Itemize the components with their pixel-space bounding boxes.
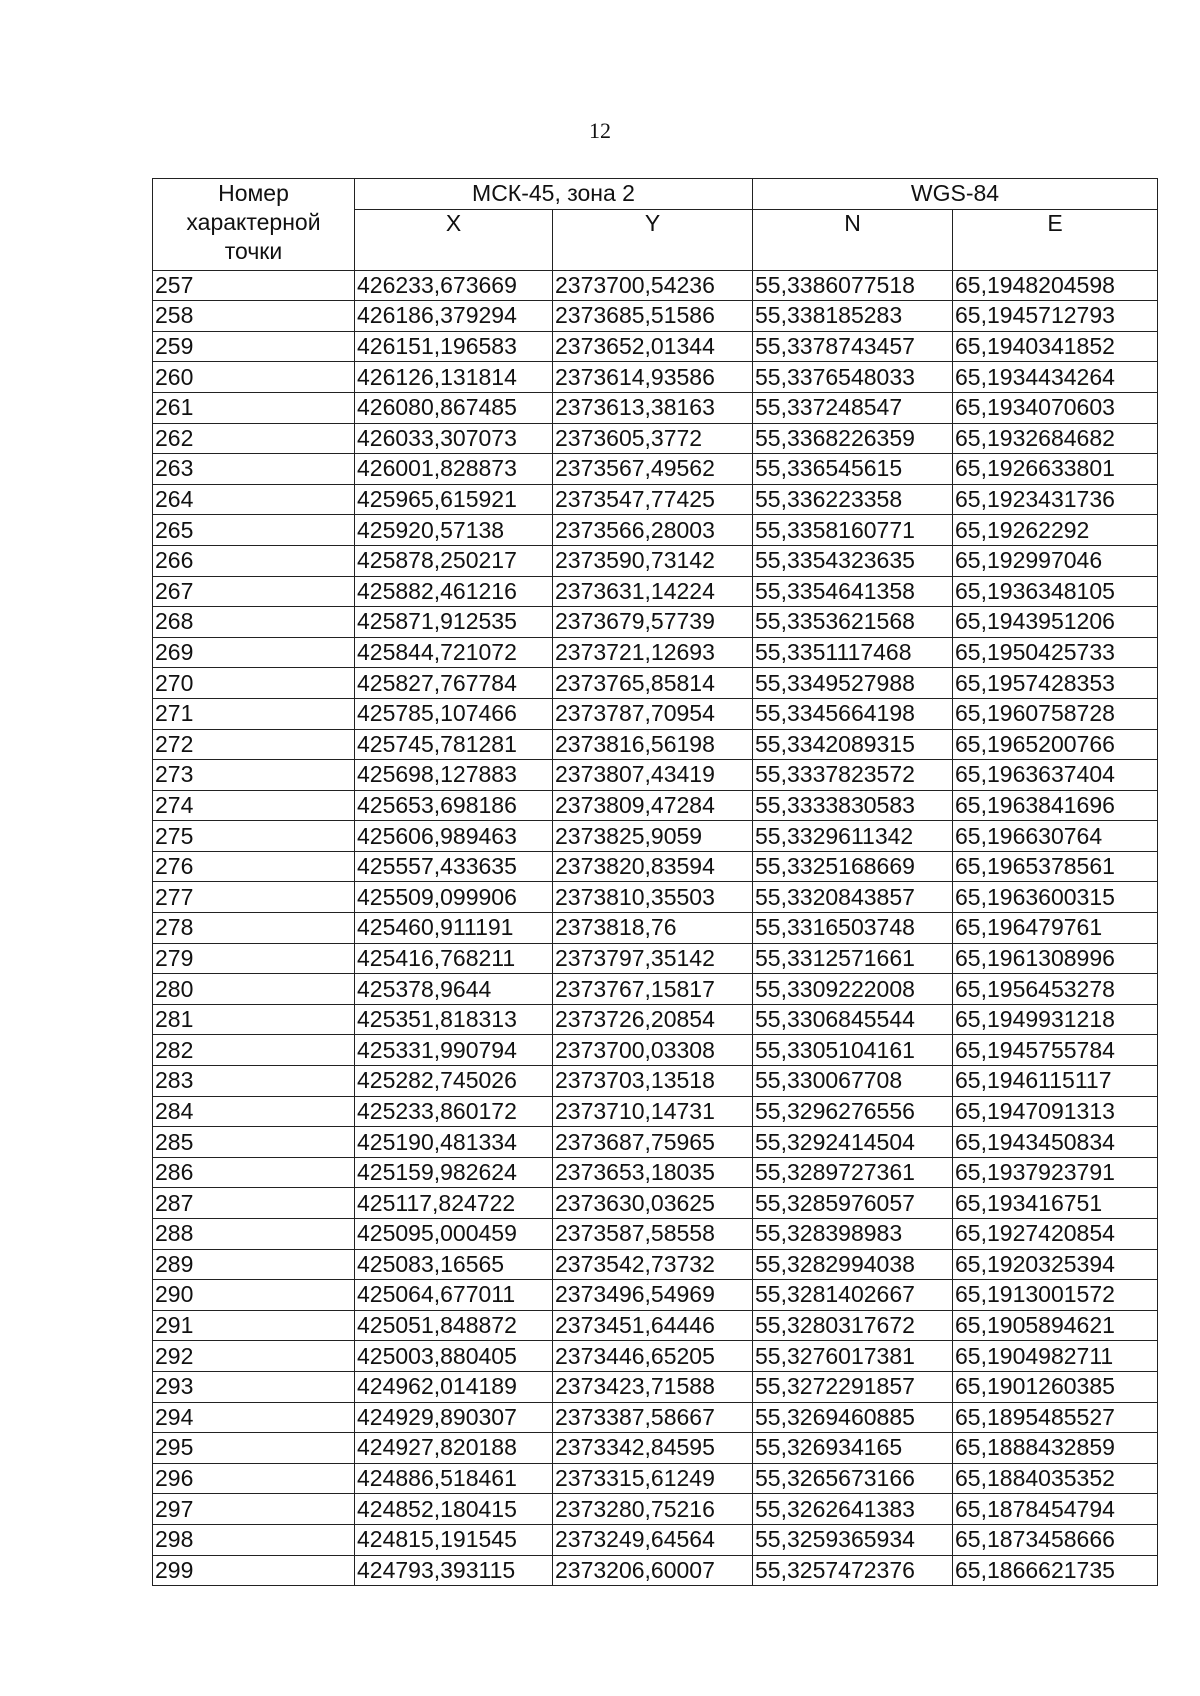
- cell-n: 55,3337823572: [753, 760, 953, 791]
- cell-point-number: 266: [153, 545, 355, 576]
- cell-n: 55,3386077518: [753, 270, 953, 301]
- cell-x: 425745,781281: [355, 729, 553, 760]
- cell-point-number: 262: [153, 423, 355, 454]
- cell-x: 425331,990794: [355, 1035, 553, 1066]
- cell-y: 2373280,75216: [553, 1494, 753, 1525]
- cell-y: 2373767,15817: [553, 974, 753, 1005]
- cell-y: 2373590,73142: [553, 545, 753, 576]
- cell-y: 2373630,03625: [553, 1188, 753, 1219]
- cell-point-number: 293: [153, 1371, 355, 1402]
- cell-x: 424815,191545: [355, 1524, 553, 1555]
- cell-n: 55,336545615: [753, 454, 953, 485]
- cell-point-number: 291: [153, 1310, 355, 1341]
- cell-point-number: 287: [153, 1188, 355, 1219]
- cell-x: 426001,828873: [355, 454, 553, 485]
- cell-y: 2373542,73732: [553, 1249, 753, 1280]
- table-row: [153, 1219, 1158, 1250]
- cell-n: 55,336223358: [753, 484, 953, 515]
- cell-point-number: 295: [153, 1433, 355, 1464]
- cell-e: 65,1895485527: [953, 1402, 1158, 1433]
- cell-n: 55,3257472376: [753, 1555, 953, 1586]
- cell-y: 2373423,71588: [553, 1371, 753, 1402]
- table-row: [153, 974, 1158, 1005]
- cell-e: 65,1936348105: [953, 576, 1158, 607]
- cell-y: 2373679,57739: [553, 607, 753, 638]
- cell-e: 65,1946115117: [953, 1066, 1158, 1097]
- cell-n: 55,328398983: [753, 1219, 953, 1250]
- cell-y: 2373726,20854: [553, 1004, 753, 1035]
- cell-e: 65,1940341852: [953, 331, 1158, 362]
- table-row: [153, 698, 1158, 729]
- cell-x: 425878,250217: [355, 545, 553, 576]
- cell-y: 2373614,93586: [553, 362, 753, 393]
- cell-e: 65,196630764: [953, 821, 1158, 852]
- cell-x: 426126,131814: [355, 362, 553, 393]
- cell-x: 425871,912535: [355, 607, 553, 638]
- header-wgs-group: WGS-84: [753, 179, 1158, 210]
- cell-point-number: 276: [153, 851, 355, 882]
- cell-y: 2373451,64446: [553, 1310, 753, 1341]
- cell-y: 2373496,54969: [553, 1280, 753, 1311]
- cell-point-number: 280: [153, 974, 355, 1005]
- cell-n: 55,3376548033: [753, 362, 953, 393]
- cell-y: 2373631,14224: [553, 576, 753, 607]
- cell-n: 55,3296276556: [753, 1096, 953, 1127]
- page-number: 12: [589, 118, 611, 143]
- cell-e: 65,1943450834: [953, 1127, 1158, 1158]
- table-row: [153, 1035, 1158, 1066]
- table-row: [153, 1341, 1158, 1372]
- cell-e: 65,1961308996: [953, 943, 1158, 974]
- cell-point-number: 258: [153, 301, 355, 332]
- cell-point-number: 272: [153, 729, 355, 760]
- cell-x: 425827,767784: [355, 668, 553, 699]
- cell-e: 65,1956453278: [953, 974, 1158, 1005]
- cell-y: 2373613,38163: [553, 392, 753, 423]
- cell-e: 65,1866621735: [953, 1555, 1158, 1586]
- cell-y: 2373809,47284: [553, 790, 753, 821]
- cell-point-number: 290: [153, 1280, 355, 1311]
- table-row: [153, 1157, 1158, 1188]
- cell-e: 65,1873458666: [953, 1524, 1158, 1555]
- cell-n: 55,3309222008: [753, 974, 953, 1005]
- cell-n: 55,3378743457: [753, 331, 953, 362]
- table-row: [153, 270, 1158, 301]
- cell-e: 65,1901260385: [953, 1371, 1158, 1402]
- table-row: [153, 1402, 1158, 1433]
- cell-e: 65,1904982711: [953, 1341, 1158, 1372]
- cell-n: 55,3282994038: [753, 1249, 953, 1280]
- cell-n: 55,3329611342: [753, 821, 953, 852]
- cell-y: 2373700,03308: [553, 1035, 753, 1066]
- cell-y: 2373547,77425: [553, 484, 753, 515]
- table-row: [153, 1494, 1158, 1525]
- table-row: [153, 1433, 1158, 1464]
- cell-n: 55,3269460885: [753, 1402, 953, 1433]
- cell-n: 55,3354641358: [753, 576, 953, 607]
- cell-x: 425117,824722: [355, 1188, 553, 1219]
- cell-y: 2373825,9059: [553, 821, 753, 852]
- cell-point-number: 285: [153, 1127, 355, 1158]
- cell-n: 55,3272291857: [753, 1371, 953, 1402]
- cell-e: 65,1950425733: [953, 637, 1158, 668]
- cell-e: 65,1963637404: [953, 760, 1158, 791]
- cell-y: 2373807,43419: [553, 760, 753, 791]
- table-row: [153, 668, 1158, 699]
- table-row: [153, 545, 1158, 576]
- table-row: [153, 331, 1158, 362]
- cell-y: 2373797,35142: [553, 943, 753, 974]
- cell-point-number: 268: [153, 607, 355, 638]
- cell-y: 2373446,65205: [553, 1341, 753, 1372]
- cell-e: 65,1888432859: [953, 1433, 1158, 1464]
- cell-y: 2373315,61249: [553, 1463, 753, 1494]
- cell-e: 65,1943951206: [953, 607, 1158, 638]
- cell-e: 65,1923431736: [953, 484, 1158, 515]
- cell-x: 425785,107466: [355, 698, 553, 729]
- header-x: X: [355, 209, 553, 270]
- cell-e: 65,1945755784: [953, 1035, 1158, 1066]
- cell-point-number: 265: [153, 515, 355, 546]
- table-row: [153, 1127, 1158, 1158]
- cell-e: 65,1965200766: [953, 729, 1158, 760]
- cell-x: 425003,880405: [355, 1341, 553, 1372]
- cell-point-number: 281: [153, 1004, 355, 1035]
- table-row: [153, 1249, 1158, 1280]
- cell-point-number: 267: [153, 576, 355, 607]
- cell-y: 2373605,3772: [553, 423, 753, 454]
- cell-e: 65,1937923791: [953, 1157, 1158, 1188]
- table-row: [153, 729, 1158, 760]
- cell-y: 2373818,76: [553, 913, 753, 944]
- table-row: [153, 913, 1158, 944]
- cell-point-number: 261: [153, 392, 355, 423]
- table-row: [153, 882, 1158, 913]
- cell-n: 55,3305104161: [753, 1035, 953, 1066]
- cell-x: 425064,677011: [355, 1280, 553, 1311]
- cell-n: 55,3345664198: [753, 698, 953, 729]
- cell-n: 55,3276017381: [753, 1341, 953, 1372]
- cell-e: 65,1920325394: [953, 1249, 1158, 1280]
- cell-y: 2373703,13518: [553, 1066, 753, 1097]
- cell-y: 2373587,58558: [553, 1219, 753, 1250]
- cell-x: 425509,099906: [355, 882, 553, 913]
- cell-e: 65,193416751: [953, 1188, 1158, 1219]
- cell-e: 65,1934070603: [953, 392, 1158, 423]
- cell-point-number: 298: [153, 1524, 355, 1555]
- cell-x: 425416,768211: [355, 943, 553, 974]
- cell-x: 426151,196583: [355, 331, 553, 362]
- cell-n: 55,3306845544: [753, 1004, 953, 1035]
- cell-n: 55,338185283: [753, 301, 953, 332]
- cell-n: 55,3262641383: [753, 1494, 953, 1525]
- cell-y: 2373685,51586: [553, 301, 753, 332]
- cell-n: 55,330067708: [753, 1066, 953, 1097]
- cell-e: 65,1934434264: [953, 362, 1158, 393]
- cell-e: 65,1947091313: [953, 1096, 1158, 1127]
- table-row: [153, 1188, 1158, 1219]
- cell-n: 55,3342089315: [753, 729, 953, 760]
- cell-point-number: 271: [153, 698, 355, 729]
- header-msk-group: МСК-45, зона 2: [355, 179, 753, 210]
- cell-x: 424793,393115: [355, 1555, 553, 1586]
- cell-y: 2373700,54236: [553, 270, 753, 301]
- cell-point-number: 269: [153, 637, 355, 668]
- cell-point-number: 294: [153, 1402, 355, 1433]
- cell-point-number: 279: [153, 943, 355, 974]
- table-row: [153, 943, 1158, 974]
- table-row: [153, 1463, 1158, 1494]
- cell-x: 425351,818313: [355, 1004, 553, 1035]
- cell-e: 65,19262292: [953, 515, 1158, 546]
- table-row: [153, 423, 1158, 454]
- cell-y: 2373342,84595: [553, 1433, 753, 1464]
- cell-x: 425653,698186: [355, 790, 553, 821]
- cell-x: 425557,433635: [355, 851, 553, 882]
- cell-point-number: 275: [153, 821, 355, 852]
- table-header: [153, 179, 1158, 271]
- table-row: [153, 1555, 1158, 1586]
- cell-n: 55,3289727361: [753, 1157, 953, 1188]
- cell-e: 65,1963600315: [953, 882, 1158, 913]
- cell-point-number: 296: [153, 1463, 355, 1494]
- cell-point-number: 259: [153, 331, 355, 362]
- cell-x: 425190,481334: [355, 1127, 553, 1158]
- cell-point-number: 299: [153, 1555, 355, 1586]
- cell-n: 55,3351117468: [753, 637, 953, 668]
- cell-point-number: 286: [153, 1157, 355, 1188]
- cell-x: 425698,127883: [355, 760, 553, 791]
- cell-y: 2373787,70954: [553, 698, 753, 729]
- table-body: [153, 270, 1158, 1586]
- cell-point-number: 263: [153, 454, 355, 485]
- cell-y: 2373816,56198: [553, 729, 753, 760]
- cell-x: 424886,518461: [355, 1463, 553, 1494]
- cell-x: 426186,379294: [355, 301, 553, 332]
- cell-point-number: 289: [153, 1249, 355, 1280]
- cell-n: 55,3325168669: [753, 851, 953, 882]
- cell-y: 2373206,60007: [553, 1555, 753, 1586]
- cell-x: 425378,9644: [355, 974, 553, 1005]
- cell-y: 2373820,83594: [553, 851, 753, 882]
- cell-e: 65,1945712793: [953, 301, 1158, 332]
- table-row: [153, 576, 1158, 607]
- cell-n: 55,3320843857: [753, 882, 953, 913]
- table-row: [153, 790, 1158, 821]
- cell-y: 2373652,01344: [553, 331, 753, 362]
- cell-point-number: 278: [153, 913, 355, 944]
- cell-x: 424962,014189: [355, 1371, 553, 1402]
- table-row: [153, 1280, 1158, 1311]
- cell-y: 2373710,14731: [553, 1096, 753, 1127]
- cell-y: 2373566,28003: [553, 515, 753, 546]
- cell-e: 65,1913001572: [953, 1280, 1158, 1311]
- cell-point-number: 288: [153, 1219, 355, 1250]
- cell-x: 424852,180415: [355, 1494, 553, 1525]
- cell-e: 65,1905894621: [953, 1310, 1158, 1341]
- cell-e: 65,1884035352: [953, 1463, 1158, 1494]
- cell-e: 65,1957428353: [953, 668, 1158, 699]
- cell-x: 425282,745026: [355, 1066, 553, 1097]
- table-row: [153, 607, 1158, 638]
- cell-x: 426080,867485: [355, 392, 553, 423]
- cell-e: 65,1932684682: [953, 423, 1158, 454]
- cell-y: 2373721,12693: [553, 637, 753, 668]
- cell-e: 65,1963841696: [953, 790, 1158, 821]
- cell-n: 55,3349527988: [753, 668, 953, 699]
- cell-y: 2373765,85814: [553, 668, 753, 699]
- cell-x: 425159,982624: [355, 1157, 553, 1188]
- cell-e: 65,1960758728: [953, 698, 1158, 729]
- table-row: [153, 851, 1158, 882]
- cell-x: 425920,57138: [355, 515, 553, 546]
- cell-x: 425083,16565: [355, 1249, 553, 1280]
- cell-point-number: 284: [153, 1096, 355, 1127]
- header-n: N: [753, 209, 953, 270]
- header-y: Y: [553, 209, 753, 270]
- table-row: [153, 301, 1158, 332]
- cell-y: 2373567,49562: [553, 454, 753, 485]
- cell-n: 55,3265673166: [753, 1463, 953, 1494]
- cell-e: 65,1878454794: [953, 1494, 1158, 1525]
- cell-n: 55,3292414504: [753, 1127, 953, 1158]
- cell-x: 425844,721072: [355, 637, 553, 668]
- cell-x: 425882,461216: [355, 576, 553, 607]
- cell-point-number: 257: [153, 270, 355, 301]
- cell-y: 2373653,18035: [553, 1157, 753, 1188]
- cell-n: 55,3333830583: [753, 790, 953, 821]
- table-row: [153, 637, 1158, 668]
- table-row: [153, 484, 1158, 515]
- table-row: [153, 515, 1158, 546]
- cell-e: 65,192997046: [953, 545, 1158, 576]
- table-row: [153, 1096, 1158, 1127]
- cell-point-number: 274: [153, 790, 355, 821]
- cell-point-number: 264: [153, 484, 355, 515]
- cell-x: 425460,911191: [355, 913, 553, 944]
- cell-e: 65,1926633801: [953, 454, 1158, 485]
- cell-e: 65,1948204598: [953, 270, 1158, 301]
- coordinates-table: [152, 178, 1158, 1586]
- cell-e: 65,1949931218: [953, 1004, 1158, 1035]
- cell-e: 65,1927420854: [953, 1219, 1158, 1250]
- cell-x: 425965,615921: [355, 484, 553, 515]
- cell-point-number: 260: [153, 362, 355, 393]
- cell-x: 425233,860172: [355, 1096, 553, 1127]
- table-row: [153, 1371, 1158, 1402]
- cell-x: 425051,848872: [355, 1310, 553, 1341]
- cell-x: 425606,989463: [355, 821, 553, 852]
- cell-n: 55,3280317672: [753, 1310, 953, 1341]
- cell-n: 55,3285976057: [753, 1188, 953, 1219]
- cell-point-number: 283: [153, 1066, 355, 1097]
- cell-x: 426033,307073: [355, 423, 553, 454]
- table-row: [153, 1524, 1158, 1555]
- cell-point-number: 282: [153, 1035, 355, 1066]
- cell-n: 55,3368226359: [753, 423, 953, 454]
- cell-y: 2373249,64564: [553, 1524, 753, 1555]
- cell-e: 65,196479761: [953, 913, 1158, 944]
- cell-y: 2373810,35503: [553, 882, 753, 913]
- table-row: [153, 362, 1158, 393]
- table-row: [153, 821, 1158, 852]
- cell-point-number: 292: [153, 1341, 355, 1372]
- cell-x: 424929,890307: [355, 1402, 553, 1433]
- table-row: [153, 1004, 1158, 1035]
- header-e: E: [953, 209, 1158, 270]
- cell-n: 55,3316503748: [753, 913, 953, 944]
- cell-point-number: 270: [153, 668, 355, 699]
- cell-x: 424927,820188: [355, 1433, 553, 1464]
- cell-n: 55,3358160771: [753, 515, 953, 546]
- table-row: [153, 392, 1158, 423]
- table-row: [153, 454, 1158, 485]
- cell-n: 55,3281402667: [753, 1280, 953, 1311]
- cell-point-number: 273: [153, 760, 355, 791]
- cell-x: 426233,673669: [355, 270, 553, 301]
- cell-n: 55,3354323635: [753, 545, 953, 576]
- cell-e: 65,1965378561: [953, 851, 1158, 882]
- table-row: [153, 760, 1158, 791]
- cell-point-number: 277: [153, 882, 355, 913]
- cell-y: 2373387,58667: [553, 1402, 753, 1433]
- cell-n: 55,3259365934: [753, 1524, 953, 1555]
- cell-n: 55,3353621568: [753, 607, 953, 638]
- cell-x: 425095,000459: [355, 1219, 553, 1250]
- table-row: [153, 1310, 1158, 1341]
- table-row: [153, 1066, 1158, 1097]
- cell-n: 55,337248547: [753, 392, 953, 423]
- cell-point-number: 297: [153, 1494, 355, 1525]
- cell-n: 55,326934165: [753, 1433, 953, 1464]
- cell-y: 2373687,75965: [553, 1127, 753, 1158]
- cell-n: 55,3312571661: [753, 943, 953, 974]
- header-point-number: Номер характерной точки: [153, 179, 355, 271]
